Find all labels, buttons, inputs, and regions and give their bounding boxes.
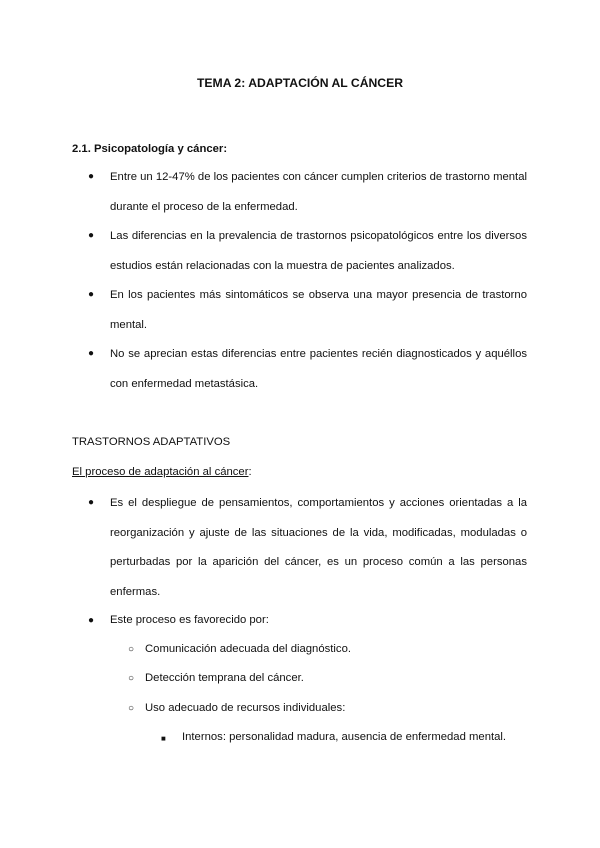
list-item: En los pacientes más sintomáticos se observa una mayor presencia de trastorno mental. (110, 289, 527, 331)
square-bullet-icon: ■ (161, 734, 166, 743)
sub-list-item: Comunicación adecuada del diagnóstico. (145, 643, 351, 655)
bullet-dot-icon: ● (88, 497, 95, 508)
bullet-dot-icon: ● (88, 348, 95, 359)
list-item: Las diferencias en la prevalencia de trastornos psicopatológicos entre los diversos estudios están relacionadas con la muestra de pacientes analizados. (110, 230, 527, 272)
bullet-dot-icon: ● (88, 615, 95, 626)
list-item: Este proceso es favorecido por: (110, 614, 269, 626)
circle-bullet-icon: ○ (128, 644, 135, 655)
bullet-dot-icon: ● (88, 171, 95, 182)
subheading-colon: : (248, 466, 252, 478)
sub-list-item: Detección temprana del cáncer. (145, 672, 304, 684)
bullet-dot-icon: ● (88, 289, 95, 300)
subheading (72, 466, 252, 478)
sub-list-item: Uso adecuado de recursos individuales: (145, 702, 346, 714)
bullet-dot-icon: ● (88, 230, 95, 241)
subheading-text: El proceso de adaptación al cáncer (72, 466, 249, 478)
circle-bullet-icon: ○ (128, 703, 135, 714)
section-heading-trastornos: TRASTORNOS ADAPTATIVOS (72, 436, 231, 448)
circle-bullet-icon: ○ (128, 673, 135, 684)
list-item: No se aprecian estas diferencias entre pacientes recién diagnosticados y aquéllos con enfermedad metastásica. (110, 348, 527, 390)
page-title: TEMA 2: ADAPTACIÓN AL CÁNCER (196, 76, 404, 90)
section-heading-psicopatologia: 2.1. Psicopatología y cáncer: (72, 143, 228, 155)
sub-sub-list-item: Internos: personalidad madura, ausencia de enfermedad mental. (182, 731, 507, 743)
list-item: Es el despliegue de pensamientos, comportamientos y acciones orientadas a la reorganización y ajuste de las situaciones de la vida, modificadas, moduladas o perturbadas por la aparición del cáncer, es un proceso común a las personas enfermas. (110, 497, 527, 598)
list-item: Entre un 12-47% de los pacientes con cáncer cumplen criterios de trastorno mental durante el proceso de la enfermedad. (110, 171, 527, 213)
